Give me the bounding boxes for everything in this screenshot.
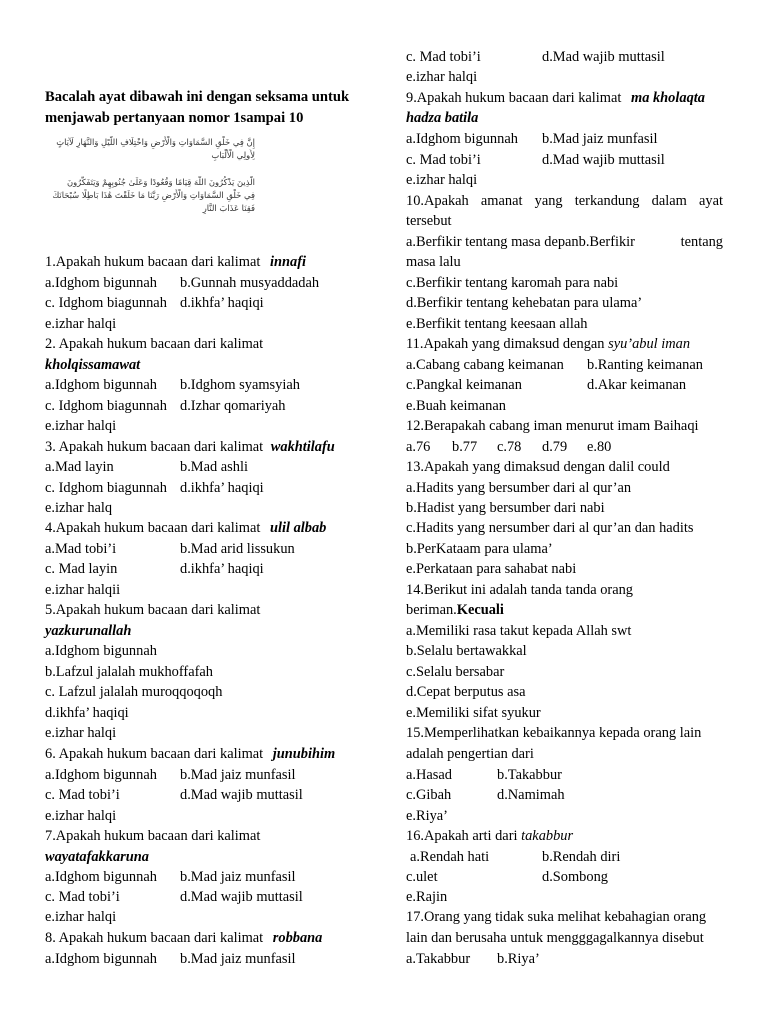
- q9-option-e: e.izhar halqi: [406, 172, 478, 188]
- word: amanat: [480, 193, 523, 209]
- question-11: [406, 334, 690, 354]
- question-keyword: ulil albab: [270, 520, 327, 536]
- question-14-line-2: [406, 600, 504, 620]
- question-15-line-2: adalah pengertian dari: [406, 746, 534, 762]
- question-keyword: junubihim: [272, 746, 336, 762]
- question-13: 13.Apakah yang dimaksud dengan dalil could: [406, 459, 670, 475]
- question-text: 16.Apakah arti dari: [406, 828, 518, 844]
- instruction-title-line-1: Bacalah ayat dibawah ini dengan seksama untuk: [45, 89, 350, 105]
- q7-option-e: e.izhar halqi: [45, 909, 117, 925]
- q4-option-e: e.izhar halqii: [45, 582, 121, 598]
- q17-option-a: a.Takabbur: [406, 951, 471, 967]
- q11-option-d: d.Akar keimanan: [587, 377, 687, 393]
- question-text: 3. Apakah hukum bacaan dari kalimat: [45, 439, 264, 455]
- arabic-verse-line-2: لِأُولِي الْأَلْبَابِ: [211, 150, 255, 160]
- q9-option-b: b.Mad jaiz munfasil: [542, 131, 658, 147]
- question-text: 1.Apakah hukum bacaan dari kalimat: [45, 254, 261, 270]
- q14-option-d: d.Cepat berputus asa: [406, 684, 526, 700]
- word: ayat: [699, 193, 723, 209]
- question-16: [406, 826, 573, 846]
- q4-option-d: d.ikhfa’ haqiqi: [180, 561, 264, 577]
- q12-option-d: d.79: [542, 439, 568, 455]
- question-15-line-1: 15.Memperlihatkan kebaikannya kepada orang lain: [406, 725, 702, 741]
- q7-option-a: a.Idghom bigunnah: [45, 869, 157, 885]
- q7-option-b: b.Mad jaiz munfasil: [180, 869, 296, 885]
- q15-option-e: e.Riya’: [406, 808, 448, 824]
- q5-option-e: e.izhar halqi: [45, 725, 117, 741]
- q4-option-b: b.Mad arid lissukun: [180, 541, 295, 557]
- question-4: [45, 518, 326, 538]
- q2-option-b: b.Idghom syamsyiah: [180, 377, 300, 393]
- q16-option-a: a.Rendah hati: [410, 849, 490, 865]
- question-keyword: robbana: [272, 930, 323, 946]
- q2-option-e: e.izhar halqi: [45, 418, 117, 434]
- q4-option-a: a.Mad tobi’i: [45, 541, 117, 557]
- q2-option-c: c. Idghom biagunnah: [45, 398, 167, 414]
- q16-option-d: d.Sombong: [542, 869, 608, 885]
- question-keyword: wakhtilafu: [270, 439, 335, 455]
- q13-option-a: a.Hadits yang bersumber dari al qur’an: [406, 480, 632, 496]
- q10-option-a: a.Berfikir tentang masa depanb.Berfikir: [406, 234, 635, 250]
- word: yang: [534, 193, 563, 209]
- instruction-title-line-2: menjawab pertanyaan nomor 1sampai 10: [45, 110, 304, 126]
- q9-option-d: d.Mad wajib muttasil: [542, 152, 665, 168]
- q1-option-a: a.Idghom bigunnah: [45, 275, 157, 291]
- q11-option-a: a.Cabang cabang keimanan: [406, 357, 564, 373]
- q5-option-a: a.Idghom bigunnah: [45, 643, 157, 659]
- q1-option-d: d.ikhfa’ haqiqi: [180, 295, 264, 311]
- question-3: [45, 437, 335, 457]
- q5-option-c: c. Lafzul jalalah muroqqoqoqh: [45, 684, 223, 700]
- question-text: 9.Apakah hukum bacaan dari kalimat: [406, 90, 622, 106]
- question-text: 6. Apakah hukum bacaan dari kalimat: [45, 746, 264, 762]
- word: terkandung: [574, 193, 640, 209]
- q15-option-d: d.Namimah: [497, 787, 565, 803]
- arabic-verse-line-5: فَقِنَا عَذَابَ النَّارِ: [202, 203, 255, 213]
- q3-option-d: d.ikhfa’ haqiqi: [180, 480, 264, 496]
- q10-option-a-b: [406, 232, 723, 252]
- question-6: [45, 744, 335, 764]
- word: 10.Apakah: [406, 193, 469, 209]
- q14-option-e: e.Memiliki sifat syukur: [406, 705, 541, 721]
- question-text: 11.Apakah yang dimaksud dengan: [406, 336, 605, 352]
- q6-option-c: c. Mad tobi’i: [45, 787, 120, 803]
- question-7: 7.Apakah hukum bacaan dari kalimat: [45, 828, 261, 844]
- q6-option-d: d.Mad wajib muttasil: [180, 787, 303, 803]
- q15-option-b: b.Takabbur: [497, 767, 562, 783]
- q2-option-d: d.Izhar qomariyah: [180, 398, 286, 414]
- q3-option-e: e.izhar halq: [45, 500, 113, 516]
- question-1: [45, 252, 306, 272]
- question-5-keyword: yazkurunallah: [45, 623, 132, 639]
- question-9: [406, 88, 705, 108]
- question-2: 2. Apakah hukum bacaan dari kalimat: [45, 336, 264, 352]
- q10-option-b-cont: tentang: [680, 234, 723, 250]
- question-17-line-1: 17.Orang yang tidak suka melihat kebahagian orang: [406, 909, 707, 925]
- q14-option-a: a.Memiliki rasa takut kepada Allah swt: [406, 623, 632, 639]
- question-keyword: innafi: [270, 254, 306, 270]
- question-5: 5.Apakah hukum bacaan dari kalimat: [45, 602, 261, 618]
- question-7-keyword: wayatafakkaruna: [45, 849, 149, 865]
- question-8: [45, 928, 322, 948]
- question-text: 8. Apakah hukum bacaan dari kalimat: [45, 930, 264, 946]
- q5-option-b: b.Lafzul jalalah mukhoffafah: [45, 664, 213, 680]
- q8-option-b: b.Mad jaiz munfasil: [180, 951, 296, 967]
- q11-option-c: c.Pangkal keimanan: [406, 377, 522, 393]
- q17-option-b: b.Riya’: [497, 951, 540, 967]
- q16-option-b: b.Rendah diri: [542, 849, 621, 865]
- q5-option-d: d.ikhfa’ haqiqi: [45, 705, 129, 721]
- question-keyword: Kecuali: [456, 602, 504, 618]
- question-12: 12.Berapakah cabang iman menurut imam Baihaqi: [406, 418, 699, 434]
- q7-option-d: d.Mad wajib muttasil: [180, 889, 303, 905]
- q10-option-e: e.Berfikit tentang keesaan allah: [406, 316, 588, 332]
- q1-option-c: c. Idghom biagunnah: [45, 295, 167, 311]
- question-keyword: ma kholaqta: [631, 90, 705, 106]
- q15-option-a: a.Hasad: [406, 767, 452, 783]
- word: dalam: [651, 193, 687, 209]
- question-text: beriman.: [406, 602, 457, 618]
- arabic-verse-line-4: فِي خَلْقِ السَّمَاوَاتِ وَالْأَرْضِ رَبَّنَا مَا خَلَقْتَ هَٰذَا بَاطِلًا سُبْحَانَكَ: [52, 190, 255, 200]
- question-9-keyword-cont: hadza batila: [406, 110, 479, 126]
- q3-option-a: a.Mad layin: [45, 459, 114, 475]
- question-10-line-2: tersebut: [406, 213, 452, 229]
- question-2-keyword: kholqissamawat: [45, 357, 141, 373]
- q9-option-a: a.Idghom bigunnah: [406, 131, 518, 147]
- q14-option-b: b.Selalu bertawakkal: [406, 643, 527, 659]
- question-text: 4.Apakah hukum bacaan dari kalimat: [45, 520, 261, 536]
- q9-option-c: c. Mad tobi’i: [406, 152, 481, 168]
- q4-option-c: c. Mad layin: [45, 561, 118, 577]
- q12-option-b: b.77: [452, 439, 478, 455]
- q16-option-c: c.ulet: [406, 869, 438, 885]
- q1-option-b: b.Gunnah musyaddadah: [180, 275, 320, 291]
- q8-option-a: a.Idghom bigunnah: [45, 951, 157, 967]
- q14-option-c: c.Selalu bersabar: [406, 664, 505, 680]
- q11-option-e: e.Buah keimanan: [406, 398, 506, 414]
- q6-option-b: b.Mad jaiz munfasil: [180, 767, 296, 783]
- question-14-line-1: 14.Berikut ini adalah tanda tanda orang: [406, 582, 633, 598]
- q15-option-c: c.Gibah: [406, 787, 452, 803]
- question-10-line-1: [406, 191, 723, 211]
- q13-option-e: e.Perkataan para sahabat nabi: [406, 561, 577, 577]
- q8-option-c: c. Mad tobi’i: [406, 49, 481, 65]
- question-17-line-2: lain dan berusaha untuk mengggagalkannya disebut: [406, 930, 704, 946]
- q2-option-a: a.Idghom bigunnah: [45, 377, 157, 393]
- arabic-verse-line-3: الَّذِينَ يَذْكُرُونَ اللَّهَ قِيَامًا وَقُعُودًا وَعَلَىٰ جُنُوبِهِمْ وَيَتَفَكَّرُونَ: [66, 177, 255, 187]
- q7-option-c: c. Mad tobi’i: [45, 889, 120, 905]
- q12-option-e: e.80: [587, 439, 612, 455]
- arabic-verse: [50, 136, 255, 240]
- arabic-verse-line-1: إِنَّ فِي خَلْقِ السَّمَاوَاتِ وَالْأَرْضِ وَاخْتِلَافِ اللَّيْلِ وَالنَّهَارِ لَآيَاتٍ: [56, 137, 255, 147]
- q10-option-c: c.Berfikir tentang karomah para nabi: [406, 275, 619, 291]
- q13-option-c: c.Hadits yang nersumber dari al qur’an dan hadits: [406, 520, 694, 536]
- q10-option-b-line-2: masa lalu: [406, 254, 461, 270]
- q12-option-c: c.78: [497, 439, 522, 455]
- q13-option-d: b.PerKataam para ulama’: [406, 541, 553, 557]
- q10-option-d: d.Berfikir tentang kehebatan para ulama’: [406, 295, 643, 311]
- question-keyword: syu’abul iman: [608, 336, 691, 352]
- question-keyword: takabbur: [521, 828, 574, 844]
- q1-option-e: e.izhar halqi: [45, 316, 117, 332]
- q3-option-c: c. Idghom biagunnah: [45, 480, 167, 496]
- q13-option-b: b.Hadist yang bersumber dari nabi: [406, 500, 605, 516]
- q8-option-e: e.izhar halqi: [406, 69, 478, 85]
- q8-option-d: d.Mad wajib muttasil: [542, 49, 665, 65]
- q3-option-b: b.Mad ashli: [180, 459, 248, 475]
- q11-option-b: b.Ranting keimanan: [587, 357, 703, 373]
- q12-option-a: a.76: [406, 439, 431, 455]
- q6-option-e: e.izhar halqi: [45, 808, 117, 824]
- q6-option-a: a.Idghom bigunnah: [45, 767, 157, 783]
- q16-option-e: e.Rajin: [406, 889, 448, 905]
